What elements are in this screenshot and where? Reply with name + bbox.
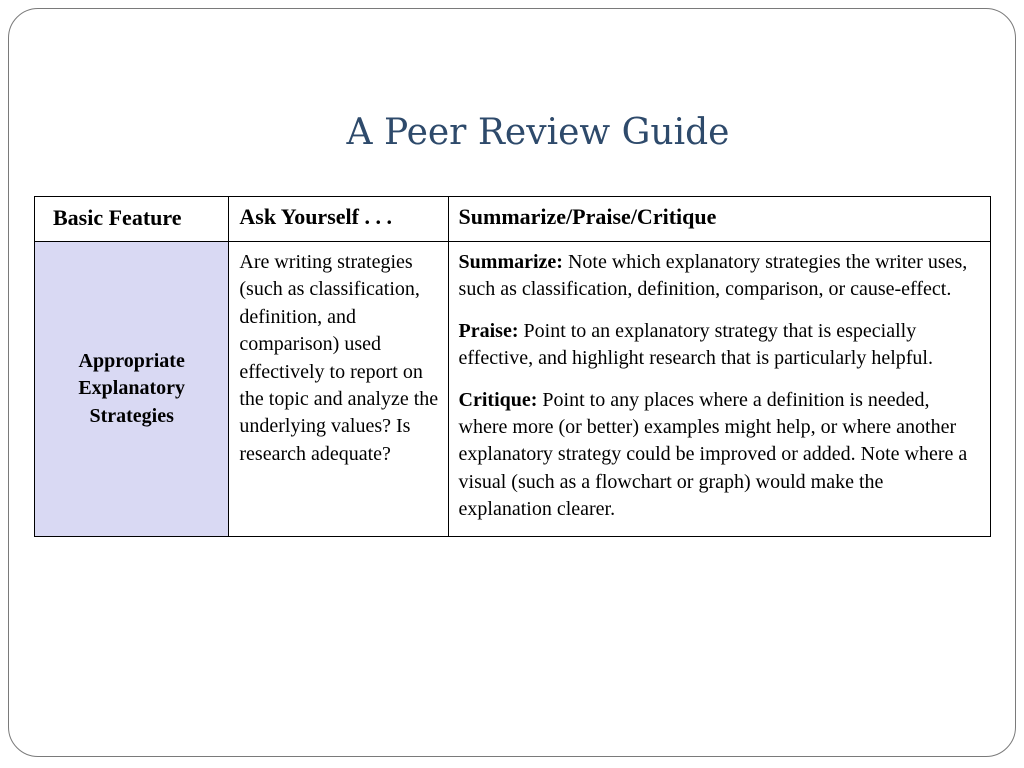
slide-title: A Peer Review Guide: [346, 112, 730, 153]
question-cell: [229, 242, 448, 537]
praise-label: Praise:: [458, 319, 519, 342]
critique-paragraph: [459, 387, 978, 524]
critique-label: Critique:: [458, 388, 538, 411]
header-basic-feature: Basic Feature: [35, 197, 229, 242]
feature-cell: [35, 242, 229, 537]
question-text: Are writing strategies (such as classification, definition, and comparison) used effectively to report on the topic and analyze the underlying values? Is research adequate?: [239, 251, 439, 465]
table-header-row: [35, 197, 991, 242]
table-row: [35, 242, 991, 537]
header-summarize-praise-critique: Summarize/Praise/Critique: [448, 197, 990, 242]
srp-cell: [448, 242, 990, 537]
peer-review-table: [34, 196, 991, 537]
header-ask-yourself: Ask Yourself . . .: [229, 197, 448, 242]
summarize-text: Note which explanatory strategies the writer uses, such as classification, definition, comparison, or cause-effect.: [458, 251, 968, 301]
feature-label: Appropriate Explanatory Strategies: [78, 349, 186, 427]
praise-text: Point to an explanatory strategy that is especially effective, and highlight research that is particularly helpful.: [458, 319, 933, 370]
critique-text: Point to any places where a definition is needed, where more (or better) examples might help, or where another explanatory strategy could be improved or added. Note where a visual (such as a flowchart or graph) would make the explanation clearer.: [458, 388, 968, 521]
summarize-paragraph: [459, 249, 978, 304]
summarize-label: Summarize:: [458, 251, 563, 273]
praise-paragraph: [459, 318, 978, 373]
